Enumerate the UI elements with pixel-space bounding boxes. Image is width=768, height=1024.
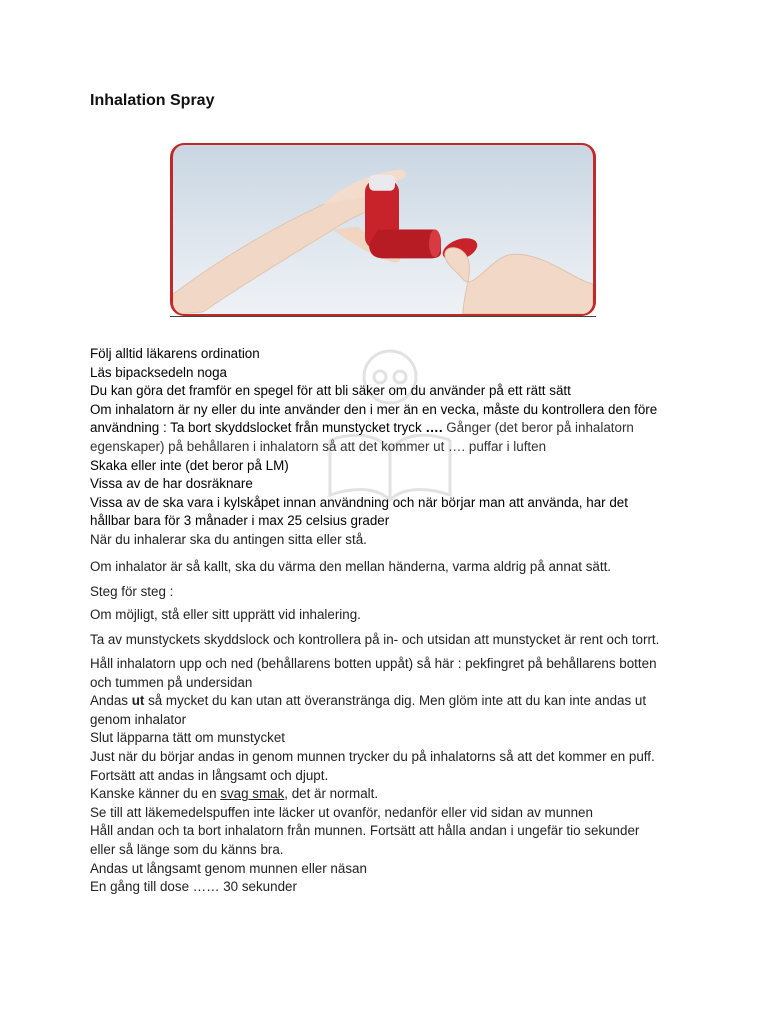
text-span: , det är normalt. [284, 786, 379, 802]
underlined-text: svag smak [220, 786, 285, 802]
text-line: Om inhalatorn är ny eller du inte använder den i mer än en vecka, måste du kontrollera den före [90, 401, 658, 417]
figure-divider [170, 316, 596, 317]
text-line: Håll andan och ta bort inhalatorn från munnen. Fortsätt att hålla andan i ungefär tio sekunder [90, 823, 640, 839]
text-line: Läs bipacksedeln noga [90, 364, 227, 380]
paragraph-remove-cap: Ta av munstyckets skyddslock och kontrollera på in- och utsidan att munstycket är rent och torrt. [90, 632, 660, 647]
text-line: Skaka eller inte (det beror på LM) [90, 457, 289, 473]
text-line: Just när du börjar andas in genom munnen trycker du på inhalatorns så att det kommer en puff. [90, 748, 655, 764]
text-line: Vissa av de ska vara i kylskåpet innan användning och när börjar man att använda, har det [90, 494, 628, 510]
text-line: hållbar bara för 3 månader i max 25 celsius grader [90, 513, 390, 529]
inhaler-photo-icon [173, 145, 593, 314]
paragraph-posture: Om möjligt, stå eller sitt upprätt vid inhalering. [90, 607, 361, 622]
instructions-block-2 [90, 655, 690, 897]
text-line: genom inhalator [90, 711, 187, 727]
text-span: Andas [90, 693, 132, 709]
text-line [90, 785, 690, 804]
paragraph-warm-inhaler: Om inhalator är så kallt, ska du värma den mellan händerna, varma aldrig på annat sätt. [90, 559, 612, 574]
text-span: användning : Ta bort skyddslocket från munstycket tryck [90, 420, 426, 436]
text-line: Vissa av de har dosräknare [90, 476, 253, 492]
text-span: Kanske känner du en [90, 786, 221, 802]
text-line: Följ alltid läkarens ordination [90, 346, 260, 361]
text-line: egenskaper) på behållaren i inhalatorn så att det kommer ut …. puffar i luften [90, 438, 547, 454]
text-line: En gång till dose …… 30 sekunder [90, 879, 297, 895]
bold-word: ut [131, 693, 145, 709]
text-line: Håll inhalatorn upp och ned (behållarens botten uppåt) så här : pekfingret på behållarens botten [90, 656, 657, 671]
text-line [90, 692, 690, 711]
inhaler-photo [170, 143, 596, 316]
text-line: eller så länge som du känns bra. [90, 841, 284, 857]
bold-dots: …. [425, 420, 443, 436]
text-span: Gånger (det beror på inhalatorn [442, 420, 634, 436]
paragraph-steps-heading: Steg för steg : [90, 584, 174, 599]
text-line [90, 419, 690, 438]
text-line: Se till att läkemedelspuffen inte läcker ut ovanför, nedanför eller vid sidan av munnen [90, 804, 593, 820]
text-line: När du inhalerar ska du antingen sitta eller stå. [90, 531, 367, 547]
page-title: Inhalation Spray [90, 92, 215, 109]
text-span: så mycket du kan utan att överanstränga dig. Men glöm inte att du kan inte andas ut [144, 693, 647, 709]
text-line: Du kan göra det framför en spegel för att bli säker om du använder på ett rätt sätt [90, 383, 571, 399]
instructions-block-1 [90, 345, 690, 550]
text-line: och tummen på undersidan [90, 674, 253, 690]
text-line: Slut läpparna tätt om munstycket [90, 730, 286, 746]
text-line: Fortsätt att andas in långsamt och djupt. [90, 767, 329, 783]
text-line: Andas ut långsamt genom munnen eller näsan [90, 860, 367, 876]
